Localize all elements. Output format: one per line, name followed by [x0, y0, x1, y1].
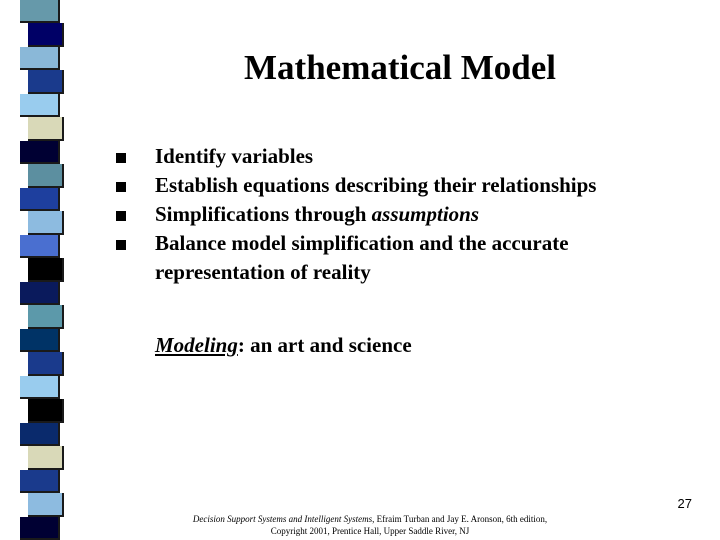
citation-footer — [150, 513, 590, 537]
decorative-tile — [20, 517, 60, 540]
square-bullet-icon — [116, 153, 126, 163]
book-title: Decision Support Systems and Intelligent Systems — [192, 514, 373, 524]
bullet-item — [116, 171, 676, 200]
bullet-text: Balance model simplification and the accurate representation of reality — [155, 231, 569, 284]
decorative-tile — [20, 188, 60, 211]
decorative-tile — [20, 0, 60, 23]
tagline — [155, 333, 412, 358]
decorative-tile — [28, 211, 64, 234]
decorative-tile — [20, 235, 60, 258]
bullet-item — [116, 142, 676, 171]
decorative-tile — [28, 399, 64, 422]
decorative-tile — [20, 141, 60, 164]
decorative-tile — [28, 446, 64, 469]
slide-title: Mathematical Model — [244, 48, 556, 87]
tagline-rest: : an art and science — [237, 333, 412, 357]
square-bullet-icon — [116, 211, 126, 221]
tagline-term: Modeling — [155, 333, 238, 357]
bullet-list — [116, 142, 676, 287]
decorative-tile-strip — [0, 0, 67, 540]
square-bullet-icon — [116, 240, 126, 250]
decorative-tile — [20, 94, 60, 117]
decorative-tile — [28, 117, 64, 140]
decorative-tile — [28, 164, 64, 187]
bullet-emphasis: assumptions — [371, 202, 480, 226]
page-number: 27 — [677, 496, 692, 511]
decorative-tile — [28, 23, 64, 46]
footer-line2: Copyright 2001, Prentice Hall, Upper Saddle River, NJ — [270, 526, 470, 536]
decorative-tile — [20, 329, 60, 352]
bullet-item — [116, 200, 676, 229]
footer-line1-rest: , Efraim Turban and Jay E. Aronson, 6th edition, — [372, 514, 548, 524]
decorative-tile — [28, 352, 64, 375]
decorative-tile — [28, 493, 64, 516]
square-bullet-icon — [116, 182, 126, 192]
decorative-tile — [20, 470, 60, 493]
bullet-text: Simplifications through — [155, 202, 372, 226]
decorative-tile — [20, 423, 60, 446]
bullet-text: Establish equations describing their relationships — [155, 173, 597, 197]
decorative-tile — [20, 282, 60, 305]
decorative-tile — [28, 258, 64, 281]
bullet-item — [116, 229, 676, 287]
decorative-tile — [20, 47, 60, 70]
decorative-tile — [28, 305, 64, 328]
decorative-tile — [28, 70, 64, 93]
decorative-tile — [20, 376, 60, 399]
bullet-text: Identify variables — [155, 144, 314, 168]
